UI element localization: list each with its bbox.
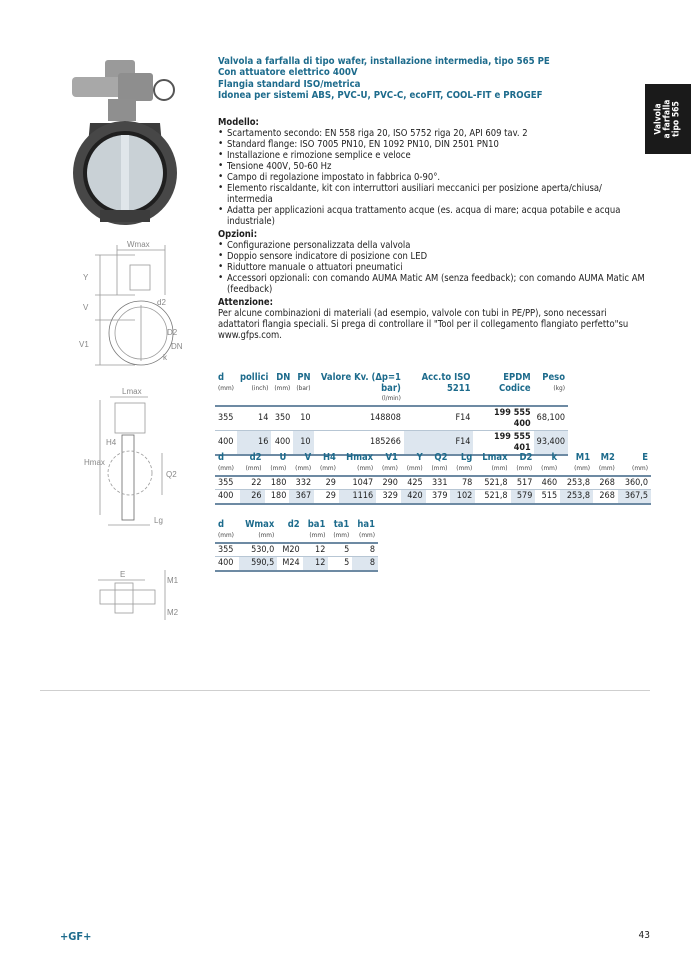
table-cell: 379 <box>432 491 448 501</box>
column-header <box>215 453 240 476</box>
table-cell: M20 <box>282 544 300 555</box>
table-cell: 400 <box>218 491 234 501</box>
header-unit: (mm) <box>431 463 448 472</box>
column-header <box>475 453 510 476</box>
header-unit: (mm) <box>516 463 533 472</box>
table-general <box>215 373 568 456</box>
list-item: • Doppio sensore indicatore di posizione con LED <box>218 251 650 262</box>
column-header <box>404 373 474 406</box>
valve-photo <box>60 55 200 225</box>
svg-text:Q2: Q2 <box>166 470 177 479</box>
column-header <box>618 453 651 476</box>
table-cell: 521,8 <box>484 477 508 488</box>
header-unit: (mm) <box>491 463 508 472</box>
header-label: Peso <box>542 372 565 383</box>
column-header <box>376 453 401 476</box>
header-label: ta1 <box>333 519 350 530</box>
modello-list <box>218 128 650 227</box>
list-item: • Accessori opzionali: con comando AUMA Matic AM (senza feedback); con comando AUMA Matic AM (feedback) <box>218 273 650 295</box>
list-item: • Adatta per applicazioni acqua trattamento acque (es. acqua di mare; acqua potabile e acqua industriale) <box>218 205 650 227</box>
header-label: M1 <box>575 452 591 463</box>
top-view-drawing <box>95 565 179 625</box>
svg-text:DN: DN <box>171 342 183 351</box>
header-unit: (inch) <box>251 383 269 392</box>
header-label: H4 <box>322 452 336 463</box>
column-header <box>401 453 426 476</box>
header-unit: (mm) <box>381 463 398 472</box>
header-label: U <box>279 452 287 463</box>
column-header <box>303 520 329 543</box>
title-line: Flangia standard ISO/metrica <box>218 78 361 90</box>
header-unit: (mm) <box>456 463 473 472</box>
column-header <box>450 453 475 476</box>
header-unit: (mm) <box>218 383 234 392</box>
table-cell: 332 <box>295 477 312 488</box>
column-header <box>535 453 560 476</box>
modello-heading: Modello: <box>218 117 259 128</box>
column-header <box>289 453 314 476</box>
table-cell: 530,0 <box>251 544 275 555</box>
column-header <box>352 520 378 543</box>
svg-text:E: E <box>120 570 126 579</box>
description <box>218 117 650 341</box>
table-cell: 579 <box>511 490 536 504</box>
table-row <box>215 490 651 504</box>
header-label: Wmax <box>245 519 275 530</box>
table-cell: 29 <box>325 477 336 488</box>
header-unit: (mm) <box>274 383 291 392</box>
column-header <box>293 373 313 406</box>
svg-text:k: k <box>163 353 167 362</box>
header-label: d2 <box>287 519 300 530</box>
header-label: Hmax <box>346 452 374 463</box>
table-cell: 1047 <box>352 477 374 488</box>
table-cell: 29 <box>325 491 336 501</box>
table-cell: 1116 <box>339 490 376 504</box>
header-unit: (mm) <box>295 463 312 472</box>
front-view-drawing <box>75 235 205 375</box>
table-row <box>215 557 378 571</box>
table-cell: 102 <box>450 490 475 504</box>
svg-text:H4: H4 <box>106 438 117 447</box>
header-unit: (mm) <box>258 530 275 539</box>
column-header <box>339 453 376 476</box>
list-item: • Standard flange: ISO 7005 PN10, EN 1092 PN10, DIN 2501 PN10 <box>218 139 650 150</box>
header-label: Q2 <box>434 452 448 463</box>
table-row <box>215 543 378 557</box>
table-cell: 10 <box>300 413 311 424</box>
table-cell: 515 <box>541 491 558 501</box>
table-cell: 185266 <box>369 437 401 448</box>
header-unit: (mm) <box>218 463 234 472</box>
list-item: • Tensione 400V, 50-60 Hz <box>218 161 650 172</box>
column-header <box>534 373 568 406</box>
table-cell: 12 <box>303 557 329 571</box>
section-tab: Valvola a farfalla tipo 565 <box>645 84 691 154</box>
header-label: d <box>218 519 225 530</box>
table-cell: 360,0 <box>624 477 648 488</box>
table-cell: 180 <box>270 477 287 488</box>
table-cell: F14 <box>404 431 474 456</box>
table-cell: 253,8 <box>560 490 593 504</box>
table-cell: 350 <box>274 413 291 424</box>
column-header <box>240 453 265 476</box>
svg-text:D2: D2 <box>167 328 178 337</box>
table-cell: 93,400 <box>534 431 568 456</box>
column-header <box>265 453 290 476</box>
header-label: E <box>642 452 648 463</box>
list-item: • Campo di regolazione impostato in fabbrica 0-90°. <box>218 172 650 183</box>
attenzione-text: Per alcune combinazioni di materiali (ad esempio, valvole con tubi in PE/PP), sono necessari adattatori flangia speciali. Si prega di controllare il "Tool per il collegamento flangiato perfetto"su www.gfps.com. <box>218 308 629 341</box>
table-cell: 331 <box>432 477 448 488</box>
header-label: Valore Kv. (Δp=1 bar) <box>320 372 401 394</box>
title-line: Idonea per sistemi ABS, PVC-U, PVC-C, ecoFIT, COOL-FIT e PROGEF <box>218 89 543 101</box>
table-cell: 355 <box>218 413 234 424</box>
header-unit: (mm) <box>406 463 423 472</box>
svg-text:M2: M2 <box>167 608 179 617</box>
header-label: ha1 <box>357 519 375 530</box>
table-cell: 68,100 <box>536 413 565 424</box>
table-cell: 355 <box>218 544 234 555</box>
table-cell: 148808 <box>369 413 401 424</box>
opzioni-heading: Opzioni: <box>218 229 258 240</box>
column-header <box>215 520 239 543</box>
table-cell: M24 <box>282 558 300 568</box>
table-cell: 425 <box>407 477 423 488</box>
header-unit: (mm) <box>574 463 591 472</box>
table-cell: 12 <box>315 544 326 555</box>
table-cell: 14 <box>258 413 269 424</box>
header-label: d <box>218 372 225 383</box>
table-cell: 5 <box>344 558 350 568</box>
column-header <box>473 373 533 406</box>
table-cell: 8 <box>369 544 375 555</box>
column-header <box>593 453 618 476</box>
table-cell: 290 <box>382 477 398 488</box>
header-unit: (mm) <box>333 530 350 539</box>
header-unit: (mm) <box>309 530 326 539</box>
header-label: d <box>218 452 225 463</box>
svg-text:Hmax: Hmax <box>84 458 105 467</box>
header-unit: (mm) <box>598 463 615 472</box>
svg-text:Y: Y <box>83 273 89 282</box>
table-dimensions <box>215 453 651 505</box>
svg-text:M1: M1 <box>167 576 179 585</box>
table-cell: 199 555 400 <box>494 408 531 429</box>
table-cell: 10 <box>293 431 313 456</box>
table-cell: 199 555 401 <box>494 432 531 453</box>
header-label: EPDM Codice <box>499 372 531 394</box>
table-cell: 268 <box>599 477 615 488</box>
column-header <box>277 520 302 543</box>
header-label: d2 <box>249 452 262 463</box>
header-label: Lmax <box>482 452 508 463</box>
column-header <box>239 520 277 543</box>
header-unit: (bar) <box>296 383 311 392</box>
column-header <box>237 373 271 406</box>
product-title <box>218 56 550 101</box>
title-line: Valvola a farfalla di tipo wafer, installazione intermedia, tipo 565 PE <box>218 56 550 67</box>
list-item: • Elemento riscaldante, kit con interruttori ausiliari meccanici per posizione aperta/chiusa/ intermedia <box>218 183 650 205</box>
column-header <box>426 453 451 476</box>
table-cell: 5 <box>344 544 350 555</box>
table-cell: 26 <box>240 490 265 504</box>
title-line: Con attuatore elettrico 400V <box>218 67 358 79</box>
header-label: M2 <box>600 452 615 463</box>
table-cell: 78 <box>461 477 473 488</box>
header-label: Y <box>416 452 423 463</box>
table-cell: 400 <box>274 437 291 448</box>
header-unit: (kg) <box>553 383 565 392</box>
table-cell: 517 <box>516 477 533 488</box>
header-label: V1 <box>385 452 398 463</box>
page-number: 43 <box>638 930 650 941</box>
table-cell: 420 <box>401 490 426 504</box>
attenzione-heading: Attenzione: <box>218 297 274 308</box>
svg-text:V: V <box>83 303 89 312</box>
header-unit: (mm) <box>270 463 287 472</box>
table-cell: 253,8 <box>566 477 591 488</box>
table-cell: 460 <box>541 477 558 488</box>
table-cell: 180 <box>270 491 287 501</box>
table-cell: 400 <box>218 558 234 568</box>
header-label: ba1 <box>307 519 326 530</box>
column-header <box>511 453 536 476</box>
svg-text:Lmax: Lmax <box>122 387 142 396</box>
column-header <box>314 373 404 406</box>
header-label: Acc.to ISO 5211 <box>421 372 471 394</box>
table-cell: 16 <box>237 431 271 456</box>
column-header <box>328 520 352 543</box>
header-label: Lg <box>460 452 473 463</box>
column-header <box>271 373 293 406</box>
svg-text:Lg: Lg <box>154 516 163 525</box>
header-label: D2 <box>519 452 533 463</box>
header-unit: (mm) <box>541 463 558 472</box>
table-cell: F14 <box>455 413 471 424</box>
side-view-drawing <box>70 385 190 530</box>
list-item: • Scartamento secondo: EN 558 riga 20, ISO 5752 riga 20, API 609 tav. 2 <box>218 128 650 139</box>
svg-text:V1: V1 <box>79 340 89 349</box>
table-cell: 521,8 <box>484 491 508 501</box>
header-label: DN <box>276 372 291 383</box>
svg-text:Wmax: Wmax <box>127 240 150 249</box>
header-unit: (mm) <box>218 530 234 539</box>
table-cell: 355 <box>218 477 234 488</box>
header-label: V <box>304 452 312 463</box>
header-unit: (mm) <box>632 463 648 472</box>
table-flange <box>215 520 378 572</box>
gf-logo: +GF+ <box>60 930 92 943</box>
header-label: PN <box>297 372 311 383</box>
table-cell: 590,5 <box>239 557 277 571</box>
table-cell: 400 <box>218 437 234 448</box>
header-unit: (mm) <box>245 463 262 472</box>
table-cell: 22 <box>251 477 262 488</box>
svg-text:d2: d2 <box>157 298 166 307</box>
table-row <box>215 476 651 490</box>
header-label: k <box>551 452 558 463</box>
list-item: • Riduttore manuale o attuatori pneumatici <box>218 262 650 273</box>
column-header <box>314 453 339 476</box>
table-cell: 367 <box>289 490 314 504</box>
list-item: • Installazione e rimozione semplice e veloce <box>218 150 650 161</box>
header-unit: (mm) <box>359 530 375 539</box>
table-cell: 329 <box>382 491 398 501</box>
divider <box>40 690 650 691</box>
table-cell: 367,5 <box>618 490 651 504</box>
opzioni-list <box>218 240 650 295</box>
table-cell: 8 <box>352 557 378 571</box>
column-header <box>560 453 593 476</box>
table-cell: 268 <box>599 491 615 501</box>
column-header <box>215 373 237 406</box>
list-item: • Configurazione personalizzata della valvola <box>218 240 650 251</box>
table-row <box>215 406 568 431</box>
header-unit: (mm) <box>357 463 374 472</box>
header-unit: (mm) <box>319 463 336 472</box>
header-label: pollici <box>239 372 269 383</box>
header-unit: (l/min) <box>381 394 401 402</box>
